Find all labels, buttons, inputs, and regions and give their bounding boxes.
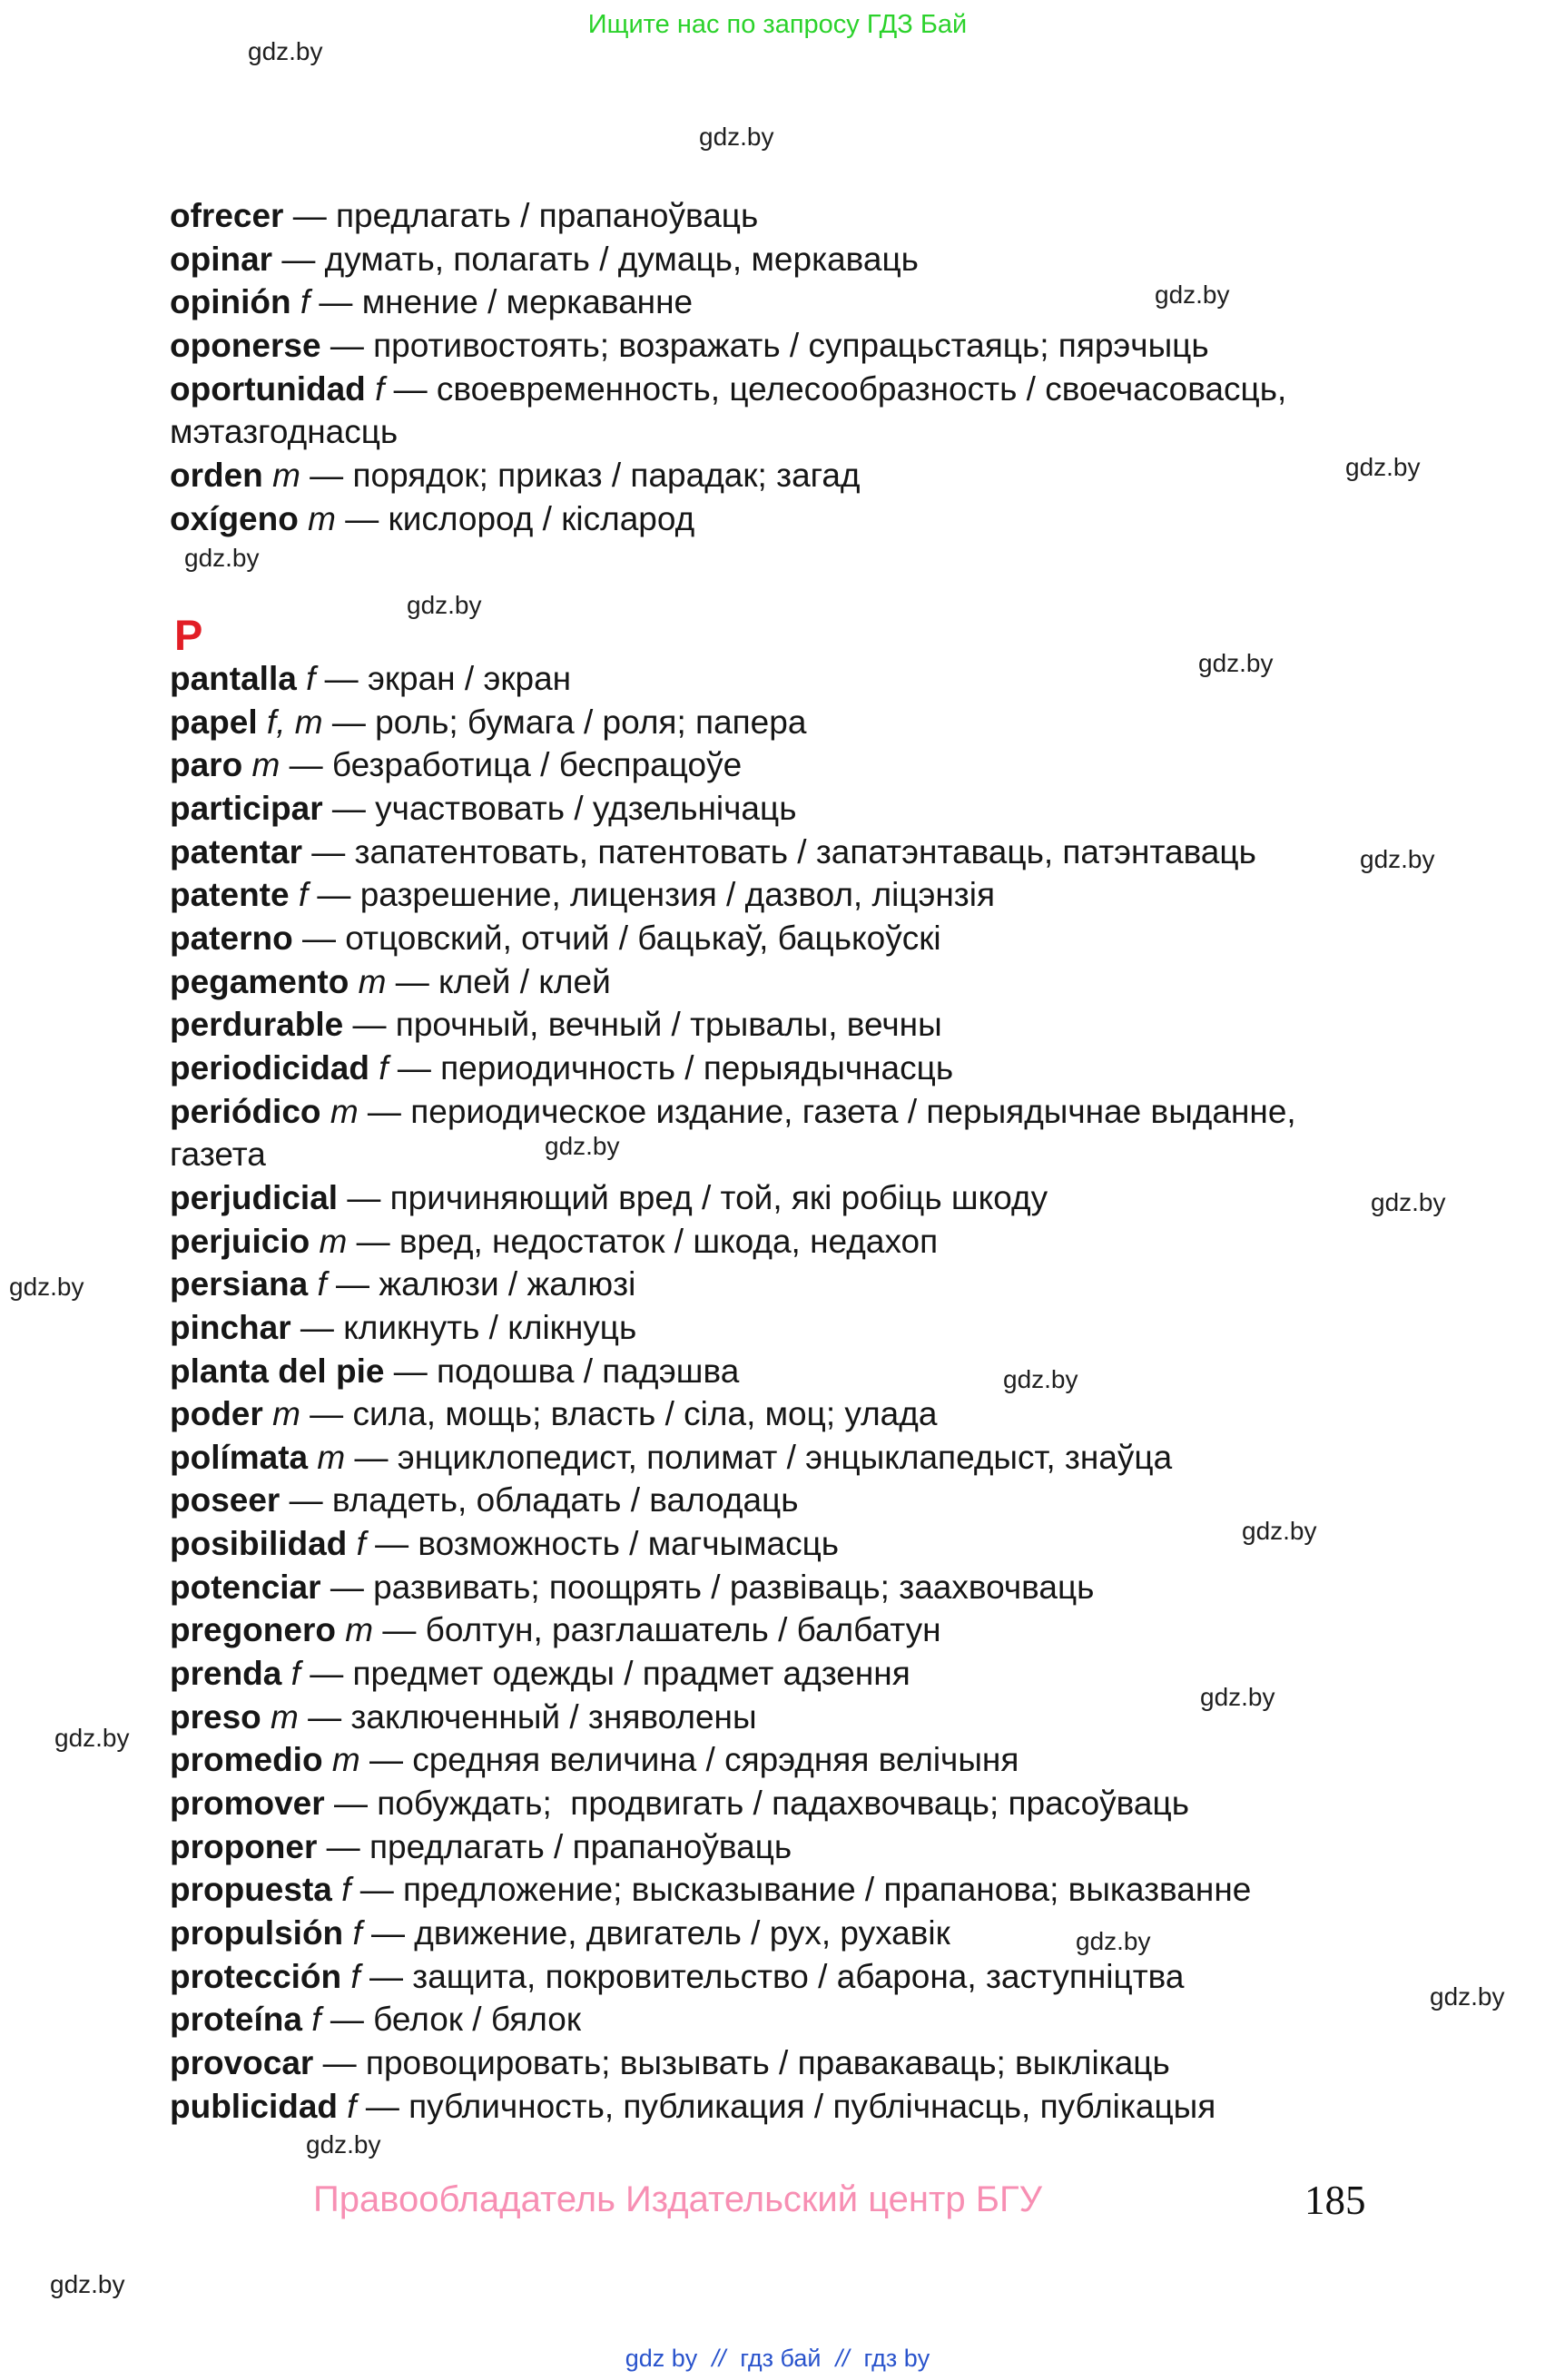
- entry-translation: — периодичность / перыядычнасць: [397, 1048, 954, 1087]
- entry-translation: — предлагать / прапаноўваць: [326, 1827, 792, 1865]
- entry-headword: periódico: [170, 1092, 321, 1130]
- footer-separator: //: [712, 2345, 726, 2372]
- entry-headword: proteína: [170, 2001, 302, 2039]
- entry-headword: perdurable: [170, 1006, 344, 1044]
- entry-headword: orden: [170, 456, 263, 494]
- entry-translation: — защита, покровительство / абарона, заступніцтва: [369, 1957, 1185, 1995]
- entry-translation: — владеть, обладать / валодаць: [289, 1481, 799, 1519]
- entry-gender: f: [379, 1048, 389, 1087]
- entry-headword: paro: [170, 746, 243, 784]
- entry-translation: — подошва / падэшва: [393, 1352, 740, 1390]
- entry-line: [170, 1176, 1296, 1220]
- entry-gender: m: [271, 1697, 299, 1736]
- entry-gender: f: [298, 876, 309, 914]
- entry-headword: poseer: [170, 1481, 280, 1519]
- entry-translation: — публичность, публикация / публічнасць, публікацыя: [365, 2087, 1216, 2125]
- entry-headword: pregonero: [170, 1611, 336, 1649]
- entry-gender: f: [341, 1871, 351, 1909]
- gdz-watermark: gdz.by: [1003, 1365, 1078, 1393]
- entry-translation: — отцовский, отчий / бацькаў, бацькоўскі: [301, 919, 941, 957]
- entry-headword: proponer: [170, 1827, 318, 1865]
- entry-line: [170, 873, 1296, 917]
- gdz-watermark: gdz.by: [248, 37, 323, 65]
- entry-line: [170, 831, 1296, 874]
- entry-gender: f: [317, 1265, 327, 1303]
- entry-line: [170, 1522, 1296, 1566]
- entry-line: [170, 1003, 1296, 1047]
- footer-links: [0, 2345, 1555, 2373]
- entry-line: [170, 1047, 1296, 1090]
- entry-line: [170, 1652, 1296, 1696]
- section-letter-p: P: [174, 611, 203, 659]
- entry-gender: m: [331, 1741, 360, 1779]
- entry-headword: publicidad: [170, 2087, 338, 2125]
- entry-line: [170, 1436, 1296, 1480]
- footer-link-gdz-bai[interactable]: гдз бай: [740, 2345, 822, 2372]
- entry-line: [170, 2085, 1296, 2129]
- entry-headword: promedio: [170, 1741, 323, 1779]
- entry-line: [170, 1608, 1296, 1652]
- entry-line-continuation: [170, 410, 1286, 454]
- entry-translation: газета: [170, 1136, 266, 1174]
- gdz-watermark: gdz.by: [1198, 649, 1274, 677]
- entry-headword: provocar: [170, 2044, 314, 2081]
- entry-translation: — предлагать / прапаноўваць: [292, 197, 759, 234]
- footer-link-gdz-by-2[interactable]: гдз by: [863, 2345, 930, 2372]
- entry-translation: — предмет одежды / прадмет адзення: [310, 1655, 910, 1693]
- entry-translation: — заключенный / зняволены: [308, 1697, 757, 1736]
- gdz-watermark: gdz.by: [1371, 1188, 1446, 1216]
- entry-headword: perjuicio: [170, 1222, 310, 1260]
- entry-line: [170, 1868, 1296, 1912]
- entry-line: [170, 960, 1296, 1004]
- entry-gender: f: [356, 1525, 366, 1563]
- entry-gender: f: [300, 283, 310, 321]
- entry-headword: propuesta: [170, 1871, 332, 1909]
- gdz-watermark: gdz.by: [306, 2130, 381, 2159]
- footer-link-gdz-by[interactable]: gdz by: [625, 2345, 698, 2372]
- gdz-watermark: gdz.by: [184, 544, 260, 572]
- gdz-watermark: gdz.by: [1076, 1927, 1151, 1955]
- entry-translation: — причиняющий вред / той, які робіць шкоду: [347, 1178, 1048, 1216]
- entry-gender: m: [308, 499, 336, 537]
- entry-headword: pegamento: [170, 962, 349, 1000]
- entry-headword: poder: [170, 1395, 263, 1433]
- entry-headword: participar: [170, 789, 323, 827]
- entry-line: [170, 1350, 1296, 1393]
- entry-translation: — средняя величина / сярэдняя велічыня: [369, 1741, 1019, 1779]
- entry-translation: — провоцировать; вызывать / правакаваць; выклікаць: [322, 2044, 1170, 2081]
- copyright-notice: Правообладатель Издательский центр БГУ: [313, 2179, 1043, 2219]
- entry-gender: f: [306, 660, 316, 697]
- entry-line: [170, 787, 1296, 831]
- entry-headword: protección: [170, 1957, 342, 1995]
- entry-gender: m: [272, 1395, 300, 1433]
- entry-line: [170, 324, 1286, 368]
- entry-line: [170, 917, 1296, 960]
- entry-gender: f: [350, 1957, 360, 1995]
- entry-translation: — разрешение, лицензия / дазвол, ліцэнзія: [317, 876, 996, 914]
- entry-headword: perjudicial: [170, 1178, 339, 1216]
- dictionary-entries-p: [170, 657, 1296, 2128]
- entry-headword: pinchar: [170, 1308, 291, 1346]
- entry-line: [170, 497, 1286, 541]
- entry-gender: m: [358, 962, 387, 1000]
- gdz-watermark: gdz.by: [1345, 453, 1421, 481]
- entry-line: [170, 1738, 1296, 1782]
- entry-translation: — сила, мощь; власть / сіла, моц; улада: [310, 1395, 938, 1433]
- entry-line: [170, 1955, 1296, 1999]
- entry-line: [170, 1782, 1296, 1825]
- entry-translation: — развивать; поощрять / развіваць; заахвочваць: [330, 1568, 1095, 1606]
- gdz-watermark: gdz.by: [699, 123, 774, 151]
- entry-line: [170, 1392, 1296, 1436]
- entry-headword: opinar: [170, 240, 273, 278]
- entry-translation: — побуждать; продвигать / падахвочваць; прасоўваць: [333, 1785, 1189, 1823]
- gdz-watermark: gdz.by: [1155, 280, 1230, 309]
- gdz-watermark: gdz.by: [1360, 845, 1435, 873]
- entry-line: [170, 1696, 1296, 1739]
- entry-headword: papel: [170, 703, 258, 741]
- entry-headword: posibilidad: [170, 1525, 348, 1563]
- entry-headword: potenciar: [170, 1568, 321, 1606]
- entry-headword: persiana: [170, 1265, 309, 1303]
- entry-translation: — жалюзи / жалюзі: [336, 1265, 636, 1303]
- entry-translation: — экран / экран: [324, 660, 572, 697]
- entry-gender: m: [251, 746, 280, 784]
- entry-headword: propulsión: [170, 1914, 344, 1952]
- gdz-watermark: gdz.by: [545, 1132, 620, 1160]
- entry-line: [170, 2041, 1296, 2085]
- entry-gender: f: [352, 1914, 362, 1952]
- entry-translation: — прочный, вечный / трывалы, вечны: [352, 1006, 942, 1044]
- entry-translation: — болтун, разглашатель / балбатун: [382, 1611, 941, 1649]
- entry-gender: f: [290, 1655, 300, 1693]
- gdz-watermark: gdz.by: [50, 2270, 125, 2298]
- entry-headword: opinión: [170, 283, 291, 321]
- gdz-watermark: gdz.by: [1200, 1683, 1275, 1711]
- entry-headword: oxígeno: [170, 499, 299, 537]
- entry-translation: — думать, полагать / думаць, меркаваць: [281, 240, 919, 278]
- gdz-watermark: gdz.by: [9, 1273, 84, 1301]
- entry-translation: — мнение / меркаванне: [319, 283, 694, 321]
- entry-translation: — безработица / беспрацоўе: [289, 746, 743, 784]
- page-number: 185: [1304, 2178, 1366, 2223]
- entry-translation: — возможность / магчымасць: [375, 1525, 840, 1563]
- entry-line: [170, 1220, 1296, 1264]
- entry-gender: m: [272, 456, 300, 494]
- entry-headword: paterno: [170, 919, 293, 957]
- entry-translation: — своевременность, целесообразность / своечасовасць,: [393, 369, 1287, 408]
- entry-line-continuation: [170, 1133, 1296, 1176]
- entry-headword: ofrecer: [170, 197, 284, 234]
- entry-line: [170, 1825, 1296, 1869]
- entry-line: [170, 1090, 1296, 1134]
- entry-translation: — кислород / кісларод: [345, 499, 695, 537]
- gdz-watermark: gdz.by: [407, 591, 482, 619]
- entry-headword: periodicidad: [170, 1048, 369, 1087]
- entry-line: [170, 1479, 1296, 1522]
- entry-translation: — вред, недостаток / шкода, недахоп: [356, 1222, 939, 1260]
- dictionary-entries-o: [170, 194, 1286, 540]
- entry-translation: — белок / бялок: [330, 2001, 582, 2039]
- entry-translation: — роль; бумага / роля; папера: [331, 703, 807, 741]
- entry-headword: prenda: [170, 1655, 282, 1693]
- entry-translation: — противостоять; возражать / супрацьстаяць; пярэчыць: [330, 326, 1209, 364]
- entry-line: [170, 368, 1286, 411]
- entry-translation: — периодическое издание, газета / перыядычнае выданне,: [367, 1092, 1296, 1130]
- entry-line: [170, 280, 1286, 324]
- top-banner-text: Ищите нас по запросу ГДЗ Бай: [587, 10, 968, 39]
- entry-line: [170, 238, 1286, 281]
- entry-gender: m: [330, 1092, 359, 1130]
- entry-headword: oponerse: [170, 326, 321, 364]
- entry-translation: — участвовать / удзельнічаць: [331, 789, 797, 827]
- entry-line: [170, 1306, 1296, 1350]
- footer-separator: //: [835, 2345, 850, 2372]
- entry-translation: — энциклопедист, полимат / энцыклапедыст, знаўца: [354, 1438, 1173, 1476]
- entry-gender: f: [375, 369, 385, 408]
- entry-gender: m: [319, 1222, 348, 1260]
- entry-line: [170, 1912, 1296, 1955]
- entry-translation: — движение, двигатель / рух, рухавік: [371, 1914, 950, 1952]
- entry-line: [170, 657, 1296, 701]
- entry-headword: patente: [170, 876, 290, 914]
- entry-headword: pantalla: [170, 660, 297, 697]
- entry-line: [170, 454, 1286, 497]
- entry-translation: — кликнуть / клікнуць: [300, 1308, 637, 1346]
- entry-line: [170, 743, 1296, 787]
- gdz-watermark: gdz.by: [54, 1724, 130, 1752]
- entry-gender: f: [311, 2001, 321, 2039]
- entry-translation: — порядок; приказ / парадак; загад: [310, 456, 861, 494]
- entry-headword: polímata: [170, 1438, 309, 1476]
- entry-translation: — запатентовать, патентовать / запатэнтаваць, патэнтаваць: [311, 832, 1256, 870]
- entry-headword: preso: [170, 1697, 261, 1736]
- entry-translation: — клей / клей: [395, 962, 611, 1000]
- entry-line: [170, 1998, 1296, 2041]
- entry-headword: patentar: [170, 832, 302, 870]
- entry-gender: f: [347, 2087, 357, 2125]
- entry-headword: planta del pie: [170, 1352, 385, 1390]
- entry-line: [170, 701, 1296, 744]
- entry-headword: promover: [170, 1785, 325, 1823]
- entry-translation: мэтазгоднасць: [170, 413, 399, 451]
- entry-line: [170, 1566, 1296, 1609]
- entry-translation: — предложение; высказывание / прапанова; выказванне: [359, 1871, 1252, 1909]
- entry-line: [170, 1263, 1296, 1306]
- entry-gender: m: [317, 1438, 346, 1476]
- entry-headword: oportunidad: [170, 369, 366, 408]
- entry-gender: f, m: [266, 703, 323, 741]
- gdz-watermark: gdz.by: [1242, 1517, 1317, 1545]
- gdz-watermark: gdz.by: [1430, 1982, 1505, 2011]
- entry-gender: m: [345, 1611, 374, 1649]
- entry-line: [170, 194, 1286, 238]
